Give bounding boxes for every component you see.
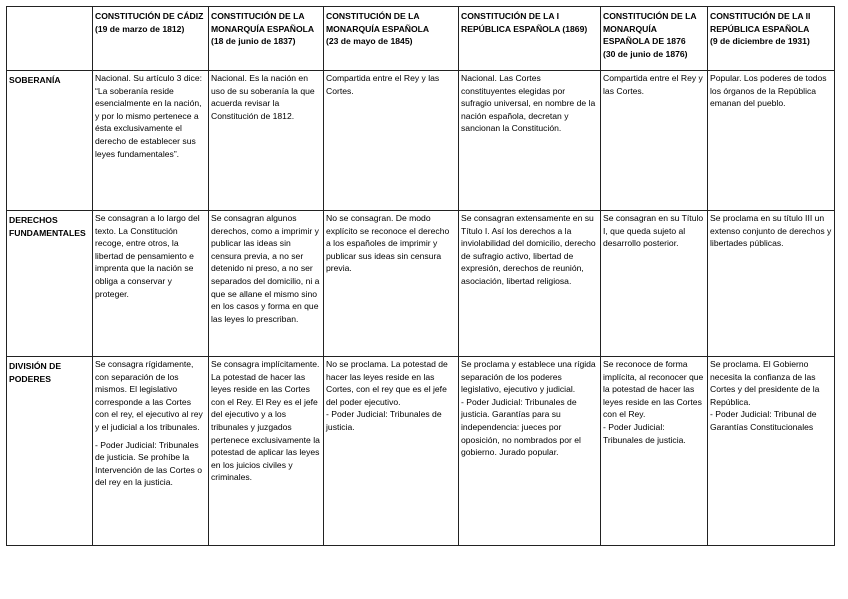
table-cell (93, 357, 209, 546)
table-cell: Se proclama y establece una rígida separación de los poderes legislativo, ejecutivo y judicial. - Poder Judicial: Tribunales de justicia. Garantías para su independencia: jueces por oposición, no nombrados por el gobierno. Jurado popular. (459, 357, 601, 546)
table-cell: Popular. Los poderes de todos los órganos de la República emanan del pueblo. (708, 71, 835, 211)
table-cell: Se reconoce de forma implícita, al reconocer que la potestad de hacer las leyes reside en las Cortes con el Rey. - Poder Judicial: Tribunales de justicia. (601, 357, 708, 546)
row-soberania (7, 71, 835, 211)
table-cell: Compartida entre el Rey y las Cortes. (324, 71, 459, 211)
table-cell: No se consagran. De modo explícito se reconoce el derecho a los españoles de imprimir y publicar sus ideas sin censura previa. (324, 211, 459, 357)
row-division-de-poderes (7, 357, 835, 546)
table-cell: Se proclama. El Gobierno necesita la confianza de las Cortes y del presidente de la República. - Poder Judicial: Tribunal de Garantías Constitucionales (708, 357, 835, 546)
constitutions-table (6, 6, 835, 546)
column-header: CONSTITUCIÓN DE LA MONARQUÍA ESPAÑOLA (23 de mayo de 1845) (324, 7, 459, 71)
row-label: DIVISIÓN DE PODERES (7, 357, 93, 546)
column-header: CONSTITUCIÓN DE LA MONARQUÍA ESPAÑOLA (18 de junio de 1837) (209, 7, 324, 71)
column-header: CONSTITUCIÓN DE LA MONARQUÍA ESPAÑOLA DE 1876 (30 de junio de 1876) (601, 7, 708, 71)
cell-text-extra: - Poder Judicial: Tribunales de justicia. Se prohíbe la Intervención de las Cortes o del rey en la justicia. (95, 439, 203, 488)
table-cell: No se proclama. La potestad de hacer las leyes reside en las Cortes, con el rey que es el jefe del poder ejecutivo. - Poder Judicial: Tribunales de justicia. (324, 357, 459, 546)
header-row (7, 7, 835, 71)
table-cell: Se consagran en su Título I, que queda sujeto al desarrollo posterior. (601, 211, 708, 357)
row-label: SOBERANÍA (7, 71, 93, 211)
table-cell: Se consagra implícitamente. La potestad de hacer las leyes reside en las Cortes con el Rey. El Rey es el jefe del ejecutivo y a los tribunales y juzgados pertenece exclusivamente la potestad de aplicar las leyes en los juicios civiles y criminales. (209, 357, 324, 546)
column-header: CONSTITUCIÓN DE CÁDIZ (19 de marzo de 1812) (93, 7, 209, 71)
table-cell: Nacional. Es la nación en uso de su soberanía la que acuerda revisar la Constitución de 1812. (209, 71, 324, 211)
table-cell: Nacional. Las Cortes constituyentes elegidas por sufragio universal, en nombre de la nación española, decretan y sancionan la Constitución. (459, 71, 601, 211)
table-cell: Se consagran a lo largo del texto. La Constitución recoge, entre otros, la libertad de pensamiento e imprenta que la nación se obliga a conservar y proteger. (93, 211, 209, 357)
table-cell: Nacional. Su artículo 3 dice: “La soberanía reside esencialmente en la nación, y por lo mismo pertenece a ésta exclusivamente el derecho de establecer sus leyes fundamentales”. (93, 71, 209, 211)
table-cell: Se proclama en su título III un extenso conjunto de derechos y libertades públicas. (708, 211, 835, 357)
cell-text: Se consagra rígidamente, con separación de los mismos. El legislativo corresponde a las Cortes con el rey, el ejecutivo al rey y el judicial a los tribunales. (95, 359, 203, 432)
row-label: DERECHOS FUNDAMENTALES (7, 211, 93, 357)
column-header: CONSTITUCIÓN DE LA I REPÚBLICA ESPAÑOLA (1869) (459, 7, 601, 71)
table-cell: Compartida entre el Rey y las Cortes. (601, 71, 708, 211)
table-cell: Se consagran algunos derechos, como a imprimir y publicar las ideas sin censura previa, a no ser detenido ni preso, a no ser separados del domicilio, ni a que se allane el mismo sino en los casos y forma en que las leyes lo prescriban. (209, 211, 324, 357)
column-header: CONSTITUCIÓN DE LA II REPÚBLICA ESPAÑOLA (9 de diciembre de 1931) (708, 7, 835, 71)
corner-cell (7, 7, 93, 71)
table-cell: Se consagran extensamente en su Título I. Así los derechos a la inviolabilidad del domicilio, derecho de sufragio activo, libertad de expresión, derechos de reunión, asociación, libertad religiosa. (459, 211, 601, 357)
row-derechos-fundamentales (7, 211, 835, 357)
